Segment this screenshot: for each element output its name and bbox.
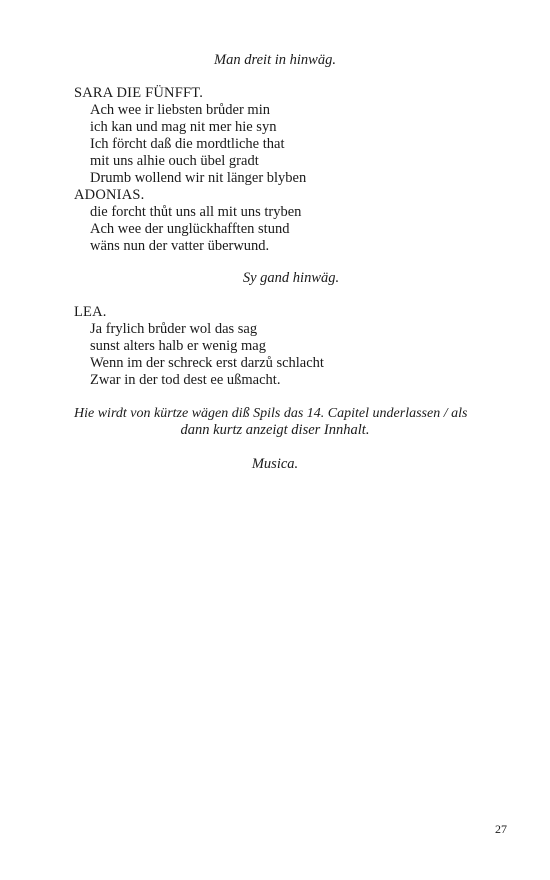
verse-line: Ach wee ir liebsten brůder min <box>90 102 270 118</box>
speaker-name: ADONIAS. <box>74 187 145 203</box>
stage-direction: Sy gand hinwäg. <box>242 270 340 286</box>
verse-line: wäns nun der vatter überwund. <box>90 238 270 254</box>
stage-direction: Musica. <box>251 456 299 472</box>
verse-line: die forcht thůt uns all mit uns tryben <box>90 204 302 220</box>
verse-line: mit uns alhie ouch übel gradt <box>90 153 259 169</box>
verse-line: Ich förcht daß die mordtliche that <box>90 136 285 152</box>
page-number: 27 <box>495 822 507 836</box>
verse-line: sunst alters halb er wenig mag <box>90 338 266 354</box>
verse-line: Drumb wollend wir nit länger blyben <box>90 170 307 186</box>
editorial-note-continuation: dann kurtz anzeigt diser Innhalt. <box>180 422 370 438</box>
speaker-name: SARA DIE FÜNFFT. <box>74 85 204 101</box>
verse-line: Ja frylich brůder wol das sag <box>90 321 258 337</box>
editorial-note: Hie wirdt von kürtze wägen diß Spils das 14. Capitel underlassen / als <box>74 406 468 421</box>
verse-line: Zwar in der tod dest ee ußmacht. <box>90 372 281 388</box>
speaker-name: LEA. <box>74 304 107 320</box>
verse-line: Ach wee der unglückhafften stund <box>90 221 290 237</box>
verse-line: ich kan und mag nit mer hie syn <box>90 119 277 135</box>
stage-direction: Man dreit in hinwäg. <box>214 52 336 68</box>
verse-line: Wenn im der schreck erst darzů schlacht <box>90 355 324 371</box>
